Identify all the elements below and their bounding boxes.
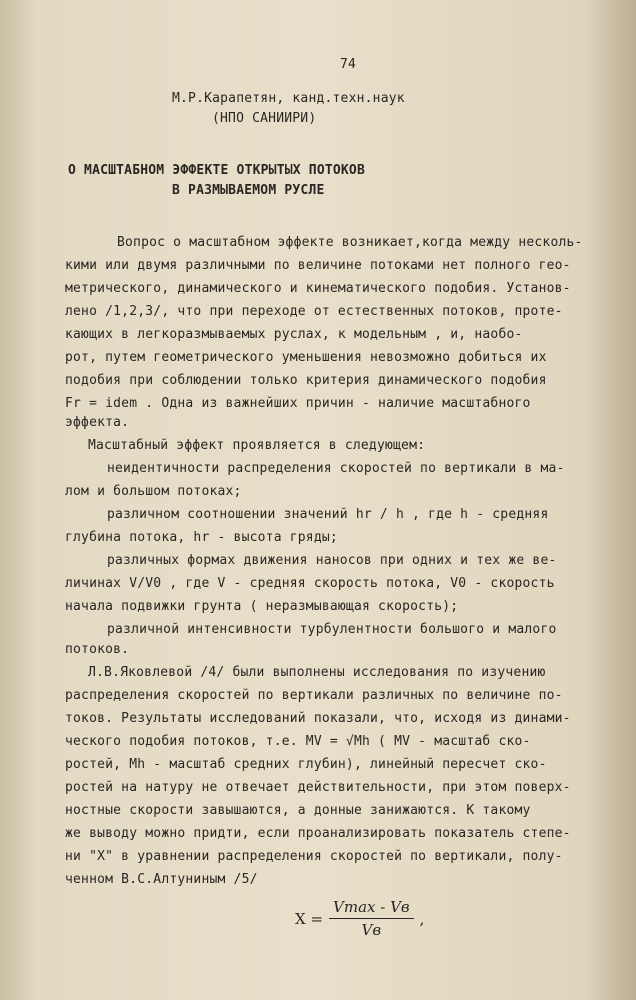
body-line: кающих в легкоразмываемых руслах, к модельным , и, наобо- — [65, 327, 523, 342]
body-line: ростей, Mh - масштаб средних глубин), линейный пересчет ско- — [65, 757, 547, 772]
body-line: токов. Результаты исследований показали, что, исходя из динами- — [65, 711, 571, 726]
body-line: Л.В.Яковлевой /4/ были выполнены исследования по изучению — [88, 665, 546, 680]
formula — [295, 898, 424, 939]
body-line: же выводу можно придти, если проанализировать показатель степе- — [65, 826, 571, 841]
body-line: распределения скоростей по вертикали различных по величине по- — [65, 688, 563, 703]
body-line: начала подвижки грунта ( неразмывающая скорость); — [65, 599, 459, 614]
body-line: ни "X" в уравнении распределения скоростей по вертикали, полу- — [65, 849, 563, 864]
body-line: различной интенсивности турбулентности большого и малого — [107, 622, 557, 637]
body-line: Масштабный эффект проявляется в следующем: — [88, 438, 426, 453]
formula-numerator: Vmax - Vв — [329, 898, 414, 919]
formula-lhs: X = — [295, 909, 324, 928]
body-line: ностные скорости завышаются, а донные занижаются. К такому — [65, 803, 531, 818]
author-line: М.Р.Карапетян, канд.техн.наук — [172, 91, 405, 106]
formula-tail: , — [419, 909, 425, 928]
body-line: ростей на натуру не отвечает действительности, при этом поверх- — [65, 780, 571, 795]
body-line: ченном В.С.Алтуниным /5/ — [65, 872, 258, 887]
body-line: метрического, динамического и кинематического подобия. Установ- — [65, 281, 571, 296]
organization-line: (НПО САНИИРИ) — [212, 111, 317, 126]
body-line: различном соотношении значений hr / h , где h - средняя — [107, 507, 549, 522]
body-line: глубина потока, hr - высота гряды; — [65, 530, 338, 545]
body-line: лом и большом потоках; — [65, 484, 242, 499]
title-line-1: О МАСШТАБНОМ ЭФФЕКТЕ ОТКРЫТЫХ ПОТОКОВ — [68, 163, 365, 178]
body-line: различных формах движения наносов при одних и тех же ве- — [107, 553, 557, 568]
body-line: потоков. — [65, 642, 130, 657]
body-line: личинах V/V0 , где V - средняя скорость потока, V0 - скорость — [65, 576, 555, 591]
title-line-2: В РАЗМЫВАЕМОМ РУСЛЕ — [172, 183, 325, 198]
body-line: Вопрос о масштабном эффекте возникает,когда между несколь- — [117, 235, 583, 250]
page-number: 74 — [340, 57, 357, 72]
body-line: подобия при соблюдении только критерия динамического подобия — [65, 373, 547, 388]
body-line: ческого подобия потоков, т.е. MV = √Mh ( MV - масштаб ско- — [65, 734, 531, 749]
body-line: кими или двумя различными по величине потоками нет полного гео- — [65, 258, 571, 273]
body-line: эффекта. — [65, 415, 130, 430]
body-line: рот, путем геометрического уменьшения невозможно добиться их — [65, 350, 547, 365]
body-line: лено /1,2,3/, что при переходе от естественных потоков, проте- — [65, 304, 563, 319]
formula-denominator: Vв — [361, 921, 382, 939]
body-line: неидентичности распределения скоростей по вертикали в ма- — [107, 461, 565, 476]
body-line: Fr = idem . Одна из важнейших причин - наличие масштабного — [65, 396, 531, 411]
formula-fraction — [329, 898, 414, 939]
